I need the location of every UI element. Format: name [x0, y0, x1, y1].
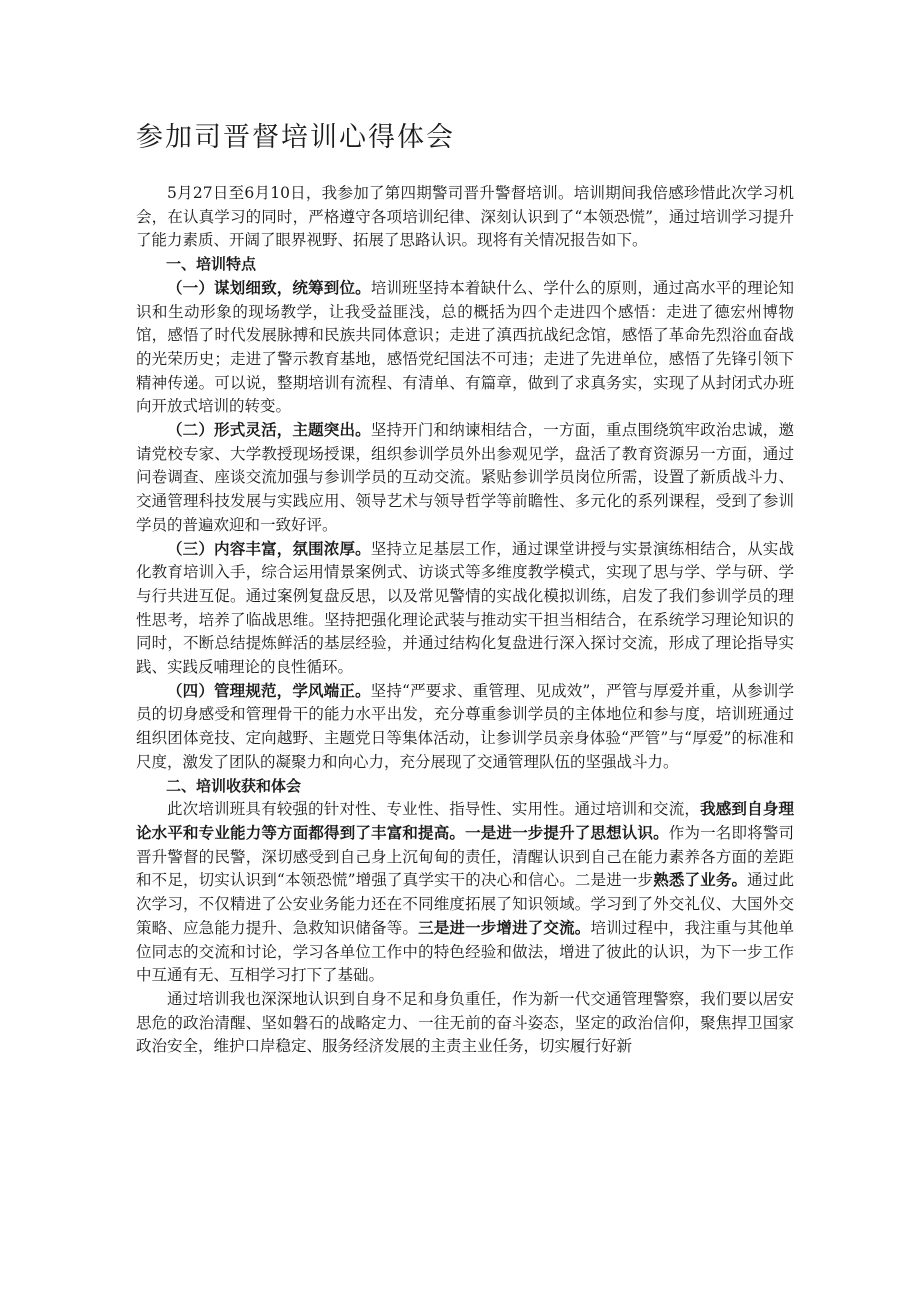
text-run: 此次培训班具有较强的针对性、专业性、指导性、实用性。通过培训和交流， [167, 800, 701, 819]
text-run: 培训过程中，我注重与其他单位同志的交流和讨论，学习各单位工作中的特色经验和做法，增进了彼此的认识，为下一步工作中互通有无、互相学习打下了基础。 [136, 918, 794, 985]
item-text: 坚持立足基层工作，通过课堂讲授与实景演练相结合，从实战化教育培训入手，综合运用情景案例式、访谈式等多维度教学模式，实现了思与学、学与研、学与行共进互促。通过案例复盘反思，以及常见警情的实战化模拟训练，启发了我们参训学员的理性思考，培养了临战思维。坚持把强化理论武装与推动实干担当相结合，在系统学习理论知识的同时，不断总结提炼鲜活的基层经验，并通过结构化复盘进行深入探讨交流，形成了理论指导实践、实践反哺理论的良性循环。 [136, 539, 794, 677]
section-2-paragraph-2: 通过培训我也深深地认识到自身不足和身负重任，作为新一代交通管理警察，我们要以居安思危的政治清醒、坚如磐石的战略定力、一往无前的奋斗姿态，坚定的政治信仰，聚焦捍卫国家政治安全，维护口岸稳定、服务经济发展的主责主业任务，切实履行好新 [136, 989, 794, 1056]
section-1-item-2 [136, 419, 794, 538]
section-1-item-1 [136, 277, 794, 419]
section-1-heading: 一、培训特点 [166, 255, 257, 274]
item-text: 坚持“严要求、重管理、见成效”，严管与厚爱并重，从参训学员的切身感受和管理骨干的能力水平出发，充分尊重参训学员的主体地位和参与度，培训班通过组织团体竞技、定向越野、主题党日等集体活动，让参训学员亲身体验“严管”与“厚爱”的标准和尺度，激发了团队的凝聚力和向心力，充分展现了交通管理队伍的坚强战斗力。 [136, 681, 794, 771]
document-title: 参加司晋督培训心得体会 [136, 122, 455, 153]
emphasis-run: 熟悉了业务。 [653, 871, 748, 890]
document-body [136, 182, 794, 1059]
item-text: 培训班坚持本着缺什么、学什么的原则，通过高水平的理论知识和生动形象的现场教学，让我受益匪浅，总的概括为四个走进四个感悟：走进了德宏州博物馆，感悟了时代发展脉搏和民族共同体意识；走进了滇西抗战纪念馆，感悟了革命先烈浴血奋战的光荣历史；走进了警示教育基地，感悟党纪国法不可违；走进了先进单位，感悟了先锋引领下精神传递。可以说，整期培训有流程、有清单、有篇章，做到了求真务实，实现了从封闭式办班向开放式培训的转变。 [136, 278, 794, 416]
item-text: 坚持开门和纳谏相结合，一方面，重点围绕筑牢政治忠诚，邀请党校专家、大学教授现场授课，组织参训学员外出参观见学，盘活了教育资源另一方面，通过问卷调查、座谈交流加强与参训学员的互动交流。紧贴参训学员岗位所需，设置了新质战斗力、交通管理科技发展与实践应用、领导艺术与领导哲学等前瞻性、多元化的系列课程，受到了参训学员的普遍欢迎和一致好评。 [136, 421, 794, 534]
text-run: 通过此次学习，不仅精进了公安业务能力还在不同维度拓展了知识领域。学习到了外交礼仪、大国外交策略、应急能力提升、急救知识储备等。 [136, 871, 794, 937]
emphasis-run: 三是进一步增进了交流。 [418, 918, 591, 937]
intro-paragraph: 5月27日至6月10日，我参加了第四期警司晋升警督培训。培训期间我倍感珍惜此次学习机会，在认真学习的同时，严格遵守各项培训纪律、深刻认识到了“本领恐慌”，通过培训学习提升了能力素质、开阔了眼界视野、拓展了思路认识。现将有关情况报告如下。 [136, 184, 794, 250]
section-1-item-4 [136, 680, 794, 775]
item-lead: （四）管理规范，学风端正。 [167, 681, 371, 700]
item-lead: （三）内容丰富，氛围浓厚。 [167, 539, 371, 558]
section-2-paragraph-1 [136, 798, 794, 988]
text-run: 作为一名即将警司晋升警督的民警，深切感受到自己身上沉甸甸的责任，清醒认识到自己在能力素养各方面的差距和不足，切实认识到“本领恐慌”增强了真学实干的决心和信心。二是进一步 [136, 823, 794, 890]
emphasis-run: 我感到自身理论水平和专业能力等方面都得到了丰富和提高。一是进一步提升了思想认识。 [136, 800, 794, 842]
item-lead: （一）谋划细致，统筹到位。 [167, 278, 371, 297]
item-lead: （二）形式灵活，主题突出。 [167, 421, 371, 440]
section-2-heading: 二、培训收获和体会 [166, 776, 302, 795]
section-1-item-3 [136, 538, 794, 680]
